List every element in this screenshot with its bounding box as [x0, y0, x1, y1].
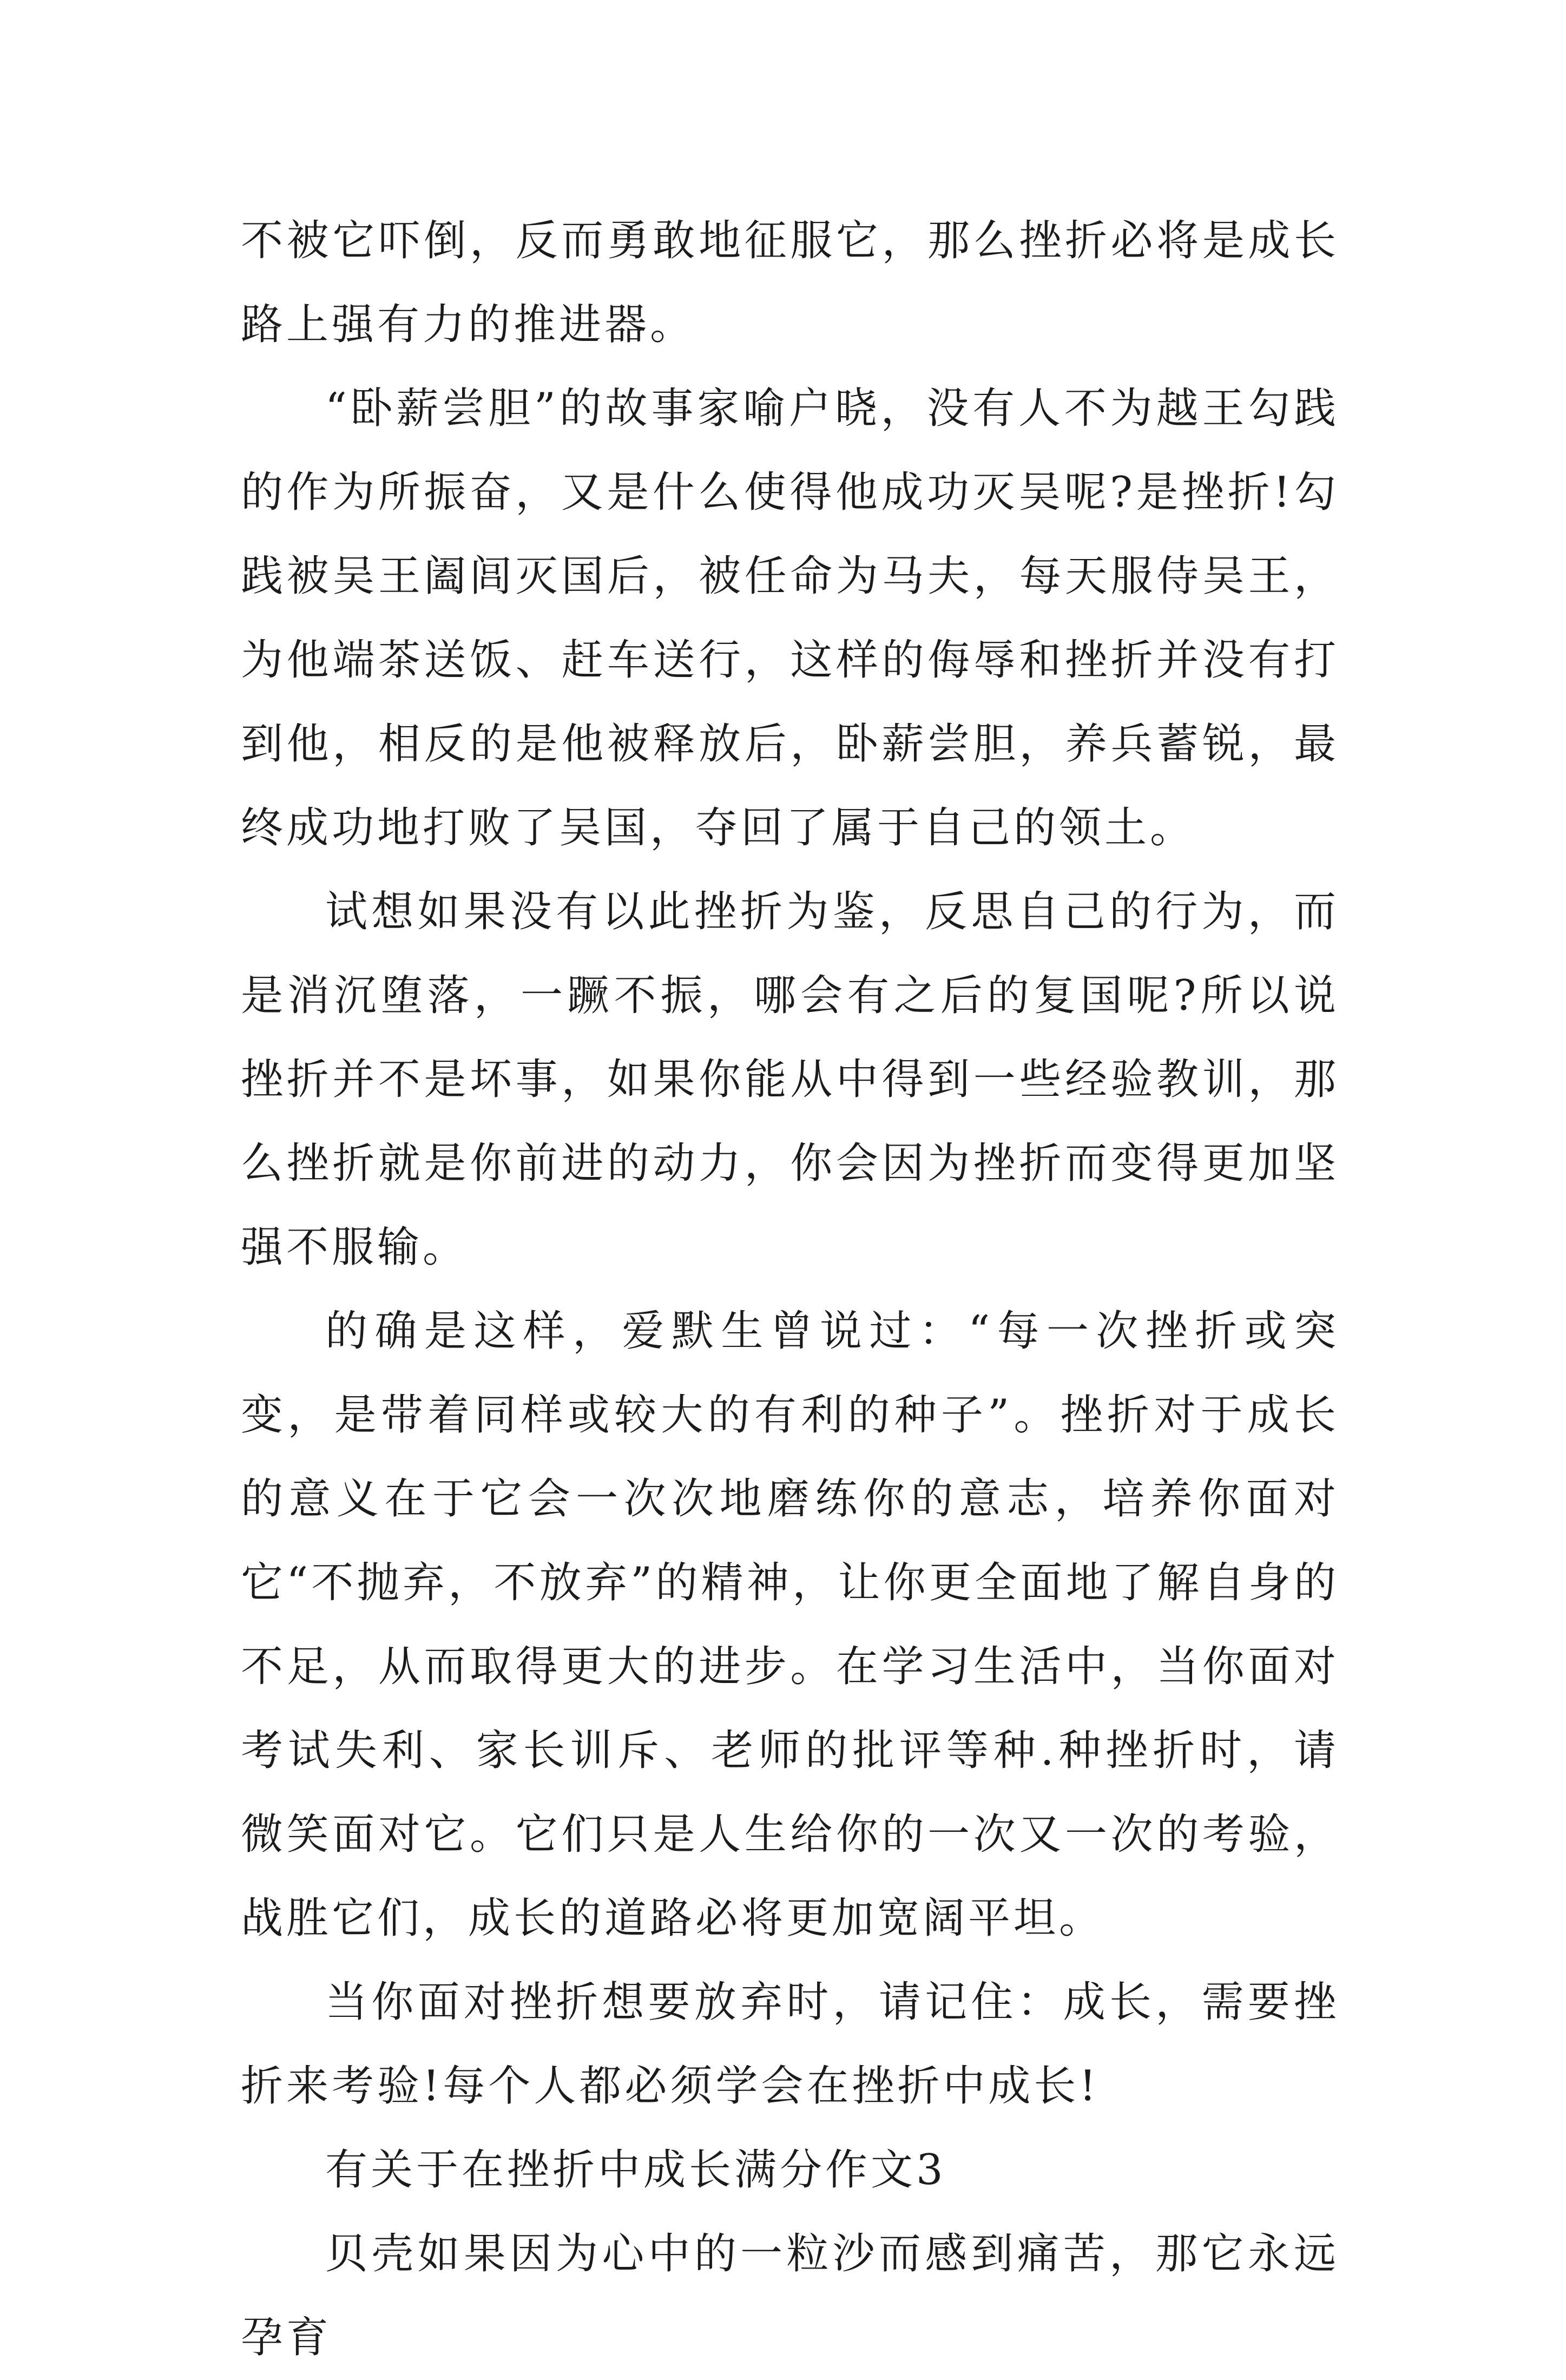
paragraph-conclusion: 当你面对挫折想要放弃时，请记住：成长，需要挫折来考验!每个人都必须学会在挫折中成长!	[241, 1978, 1339, 2111]
paragraph-shell-opening: 贝壳如果因为心中的一粒沙而感到痛苦，那它永远孕育	[241, 2230, 1339, 2362]
paragraph-reflection: 试想如果没有以此挫折为鉴，反思自己的行为，而是消沉堕落，一蹶不振，哪会有之后的复国呢?所以说挫折并不是坏事，如果你能从中得到一些经验教训，那么挫折就是你前进的动力，你会因为挫折而变得更加坚强不服输。	[241, 887, 1339, 1272]
essay-heading: 有关于在挫折中成长满分作文3	[325, 2146, 946, 2194]
document-body	[241, 199, 1339, 2380]
paragraph-goujian-story: “卧薪尝胆”的故事家喻户晓，没有人不为越王勾践的作为所振奋，又是什么使得他成功灭吴呢?是挫折!勾践被吴王阖闾灭国后，被任命为马夫，每天服侍吴王，为他端茶送饭、赶车送行，这样的侮辱和挫折并没有打到他，相反的是他被释放后，卧薪尝胆，养兵蓄锐，最终成功地打败了吴国，夺回了属于自己的领土。	[241, 384, 1339, 852]
paragraph-emerson-quote: 的确是这样，爱默生曾说过：“每一次挫折或突变，是带着同样或较大的有利的种子”。挫折对于成长的意义在于它会一次次地磨练你的意志，培养你面对它“不抛弃，不放弃”的精神，让你更全面地了解自身的不足，从而取得更大的进步。在学习生活中，当你面对考试失利、家长训斥、老师的批评等种.种挫折时，请微笑面对它。它们只是人生给你的一次又一次的考验，战胜它们，成长的道路必将更加宽阔平坦。	[241, 1307, 1339, 1943]
paragraph-continuation: 不被它吓倒，反而勇敢地征服它，那么挫折必将是成长路上强有力的推进器。	[241, 216, 1339, 349]
